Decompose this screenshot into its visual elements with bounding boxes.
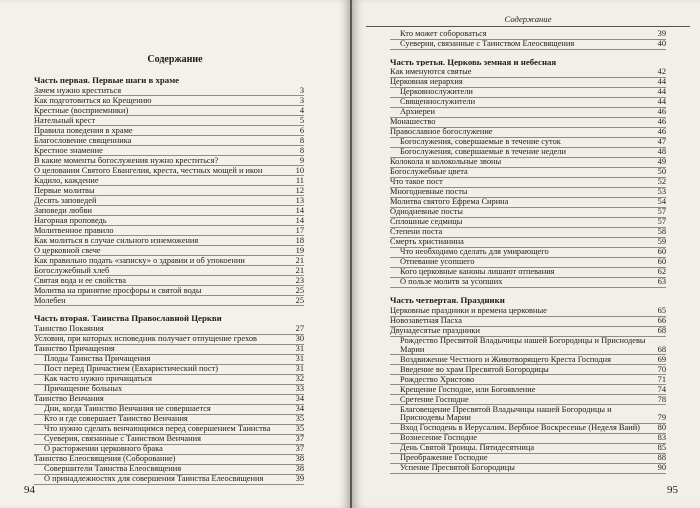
toc-entry-title: Колокола и колокольные звоны: [390, 158, 502, 167]
toc-entry-page: 12: [295, 185, 304, 195]
toc-entry-title: Молитва на принятие просфоры и святой воды: [34, 286, 202, 295]
toc-entry-page: 14: [295, 205, 304, 215]
toc-entry-title: О целовании Святого Евангелия, креста, честных мощей и икон: [34, 166, 263, 175]
toc-entry-page: 60: [657, 247, 666, 257]
toc-entry: [34, 435, 304, 445]
toc-entry-page: 4: [299, 105, 304, 115]
toc-entry-page: 50: [657, 167, 666, 177]
toc-entry: [390, 386, 666, 396]
toc-entry: [390, 238, 666, 248]
toc-entry-page: 31: [295, 354, 304, 364]
toc-entry-title: Богослужебный хлеб: [34, 266, 110, 275]
toc-entry-title: Многодневные посты: [390, 188, 468, 197]
toc-entry-page: 68: [657, 344, 666, 354]
toc-entry-title: Первые молитвы: [34, 186, 95, 195]
toc-entry: [390, 228, 666, 238]
toc-entry: [34, 257, 304, 267]
toc-entry: [34, 157, 304, 167]
toc-entry-page: 34: [295, 394, 304, 404]
toc-entry: [390, 268, 666, 278]
toc-entry-page: 31: [295, 344, 304, 354]
toc-entry: [34, 475, 304, 485]
toc-entry: [390, 454, 666, 464]
toc-entry: [390, 98, 666, 108]
toc-entry-page: 70: [657, 364, 666, 374]
toc-entry: [34, 297, 304, 307]
toc-entry: [34, 335, 304, 345]
toc-entry-title: Часть четвертая. Праздники: [390, 296, 505, 305]
toc-entry-page: 66: [657, 315, 666, 325]
toc-entry: [34, 345, 304, 355]
toc-entry-title: Как часто нужно причащаться: [44, 375, 153, 384]
toc-entry: [390, 78, 666, 88]
toc-entry-page: 21: [295, 255, 304, 265]
toc-entry: [390, 248, 666, 258]
toc-entry-page: 3: [299, 95, 304, 105]
toc-entry-page: 88: [657, 453, 666, 463]
toc-entry-title: Таинство Венчания: [34, 395, 104, 404]
toc-entry-page: 65: [657, 305, 666, 315]
toc-entry-title: Церковные праздники и времена церковные: [390, 306, 547, 315]
toc-entry-page: 54: [657, 197, 666, 207]
toc-entry: [34, 395, 304, 405]
toc-entry-page: 14: [295, 215, 304, 225]
toc-entry: [390, 208, 666, 218]
toc-entry: [390, 158, 666, 168]
toc-entry: [390, 128, 666, 138]
toc-entry: [34, 117, 304, 127]
toc-entry: [390, 188, 666, 198]
toc-entry-title: Таинство Покаяния: [34, 325, 104, 334]
page-number-right: 95: [667, 484, 678, 496]
toc-entry-page: 42: [657, 67, 666, 77]
toc-entry-title: Молебен: [34, 296, 66, 305]
toc-section-heading: [390, 296, 666, 305]
toc-entry-title: Сретение Господне: [400, 395, 469, 404]
toc-entry-page: 44: [657, 77, 666, 87]
toc-entry-title: Отпевание усопшего: [400, 258, 475, 267]
toc-entry: [390, 138, 666, 148]
toc-entry-title: Часть первая. Первые шаги в храме: [34, 76, 180, 85]
toc-entry-title: Введение во храм Пресвятой Богородицы: [400, 365, 549, 374]
toc-entry-page: 58: [657, 227, 666, 237]
toc-entry-title: Успение Пресвятой Богородицы: [400, 464, 515, 473]
toc-entry: [34, 365, 304, 375]
toc-entry-title: Пост перед Причастием (Евхаристический пост): [44, 365, 219, 374]
toc-entry-page: 11: [295, 175, 304, 185]
toc-entry: [34, 207, 304, 217]
toc-section-heading: [34, 76, 304, 85]
toc-entry-page: 74: [657, 384, 666, 394]
toc-entry-page: 23: [295, 275, 304, 285]
toc-entry-title: О принадлежностях для совершения Таинства Елеосвящения: [44, 475, 264, 484]
toc-entry-page: 44: [657, 87, 666, 97]
toc-entry: [390, 327, 666, 337]
toc-entry-title: Часть третья. Церковь земная и небесная: [390, 57, 557, 67]
toc-entry-title: Кто и где совершает Таинство Венчания: [44, 415, 188, 424]
toc-entry-title: Богослужения, совершаемые в течение суток: [400, 138, 561, 147]
toc-entry-title: Новозаветная Пасха: [390, 316, 462, 325]
toc-entry-title: Рождество Христово: [400, 375, 475, 384]
toc-entry-page: 53: [657, 187, 666, 197]
toc-entry-title: Церковнослужители: [400, 88, 473, 97]
toc-entry: [34, 385, 304, 395]
toc-entry: [34, 227, 304, 237]
toc-entry: [390, 406, 666, 424]
toc-entry-title: Молитвенное правило: [34, 226, 114, 235]
toc-entry-title: Таинство Елеосвящения (Соборование): [34, 455, 176, 464]
toc-entry: [390, 178, 666, 188]
toc-entry-page: 79: [657, 413, 666, 423]
toc-entry-title: Смерть христианина: [390, 238, 464, 247]
toc-entry: [390, 424, 666, 434]
toc-entry-title: Рождество Пресвятой Владычицы нашей Богородицы и Приснодевы Марии: [400, 336, 646, 354]
toc-entry-title: Как подготовиться ко Крещению: [34, 96, 152, 105]
toc-entry-title: Двунадесятые праздники: [390, 326, 480, 335]
toc-entry-page: 83: [657, 433, 666, 443]
toc-entry: [390, 88, 666, 98]
toc-entry-page: 71: [657, 374, 666, 384]
toc-entry-page: 25: [295, 295, 304, 305]
toc-entry-page: 48: [657, 147, 666, 157]
toc-entry-page: 34: [295, 404, 304, 414]
toc-entry-title: Кадило, каждение: [34, 176, 99, 185]
toc-entry-page: 40: [657, 39, 666, 48]
toc-entry-title: Заповеди любви: [34, 206, 92, 215]
toc-entry-page: 62: [657, 267, 666, 277]
toc-entry-page: 30: [295, 334, 304, 344]
toc-entry-title: Кого церковные каноны лишают отпевания: [400, 268, 555, 277]
toc-entry-page: 38: [295, 464, 304, 474]
toc-entry: [34, 375, 304, 385]
toc-entry-page: 6: [299, 125, 304, 135]
toc-entry: [34, 445, 304, 455]
toc-entry-title: Причащение больных: [44, 385, 123, 394]
toc-entry: [390, 376, 666, 386]
toc-entry-title: Нательный крест: [34, 116, 96, 125]
toc-entry: [390, 366, 666, 376]
right-page: [352, 0, 700, 508]
toc-entry: [34, 455, 304, 465]
toc-entry-page: 35: [295, 424, 304, 434]
toc-entry-page: 5: [299, 115, 304, 125]
toc-entry-page: 46: [657, 117, 666, 127]
toc-entry: [34, 127, 304, 137]
toc-entry: [34, 87, 304, 97]
toc-entry-page: 52: [657, 177, 666, 187]
toc-entry: [390, 148, 666, 158]
toc-entry-page: 38: [295, 454, 304, 464]
toc-entry-title: День Святой Троицы. Пятидесятница: [400, 444, 535, 453]
toc-entry-page: 69: [657, 354, 666, 364]
toc-entry-title: Нагорная проповедь: [34, 216, 107, 225]
toc-entry: [34, 167, 304, 177]
toc-entry: [390, 40, 666, 50]
toc-entry-page: 60: [657, 257, 666, 267]
toc-entry-page: 78: [657, 394, 666, 404]
running-header: Содержание: [366, 14, 690, 27]
toc-entry-title: Дни, когда Таинство Венчания не совершается: [44, 405, 211, 414]
toc-entry: [34, 325, 304, 335]
toc-entry-page: 13: [295, 195, 304, 205]
toc-entry-page: 46: [657, 107, 666, 117]
toc-entry-title: Что необходимо сделать для умирающего: [400, 248, 549, 257]
toc-entry-title: Кто может собороваться: [400, 30, 487, 38]
toc-entry-title: О церковной свече: [34, 246, 101, 255]
toc-entry-page: 17: [295, 225, 304, 235]
toc-entry-page: 33: [295, 384, 304, 394]
toc-right: [390, 30, 666, 474]
toc-entry-title: Благословение священника: [34, 136, 132, 145]
toc-entry: [34, 237, 304, 247]
toc-entry-title: Богослужебные цвета: [390, 168, 468, 177]
toc-entry-title: В какие моменты богослужения нужно креститься?: [34, 156, 219, 165]
toc-entry-title: Церковная иерархия: [390, 78, 463, 87]
page-number-left: 94: [24, 484, 35, 496]
toc-entry: [34, 107, 304, 117]
toc-entry-title: Преображение Господне: [400, 454, 488, 463]
toc-entry: [390, 396, 666, 406]
toc-entry-page: 32: [295, 374, 304, 384]
toc-entry-page: 19: [295, 245, 304, 255]
toc-entry-page: 9: [299, 155, 304, 165]
toc-entry: [34, 247, 304, 257]
toc-entry-title: Монашество: [390, 118, 436, 127]
toc-entry: [390, 30, 666, 40]
toc-entry-title: Таинство Причащения: [34, 345, 115, 354]
toc-entry: [390, 118, 666, 128]
toc-entry: [390, 68, 666, 78]
toc-entry-page: 35: [295, 414, 304, 424]
toc-entry-title: Богослужения, совершаемые в течение недели: [400, 148, 566, 157]
toc-entry-title: Плоды Таинства Причащения: [44, 355, 151, 364]
toc-entry-title: Крестное знамение: [34, 146, 103, 155]
toc-entry-title: Однодневные посты: [390, 208, 463, 217]
toc-entry-page: 8: [299, 145, 304, 155]
toc-entry-title: Как правильно подать «записку» о здравии и об упокоении: [34, 256, 245, 265]
toc-entry-page: 39: [295, 474, 304, 484]
toc-entry: [390, 307, 666, 317]
toc-entry: [34, 465, 304, 475]
toc-entry-page: 49: [657, 157, 666, 167]
toc-entry-page: 37: [295, 434, 304, 444]
toc-entry-title: Условия, при которых исповедник получает отпущение грехов: [34, 335, 257, 344]
toc-entry-title: Суеверия, связанные с Таинством Елеосвящения: [400, 40, 575, 48]
toc-entry: [390, 444, 666, 454]
toc-entry-page: 10: [295, 165, 304, 175]
toc-entry-title: Часть вторая. Таинства Православной Церкви: [34, 314, 222, 324]
toc-left: [34, 76, 304, 485]
toc-entry: [34, 187, 304, 197]
toc-entry-title: Вход Господень в Иерусалим. Вербное Воскресенье (Неделя Ваий): [400, 424, 640, 433]
toc-entry-title: О пользе молитв за усопших: [400, 278, 503, 287]
toc-entry: [34, 355, 304, 365]
toc-entry: [34, 415, 304, 425]
toc-entry-page: 31: [295, 364, 304, 374]
toc-entry-page: 47: [657, 137, 666, 147]
toc-entry-title: Что такое пост: [390, 178, 443, 187]
toc-entry: [34, 405, 304, 415]
toc-entry: [390, 464, 666, 474]
toc-entry: [34, 217, 304, 227]
toc-entry-title: Крещение Господне, или Богоявление: [400, 385, 536, 394]
toc-entry-title: Православное богослужение: [390, 128, 493, 137]
toc-entry-page: 57: [657, 217, 666, 227]
toc-entry-page: 3: [299, 85, 304, 95]
toc-entry: [390, 317, 666, 327]
toc-entry-page: 27: [295, 324, 304, 334]
toc-entry: [390, 434, 666, 444]
toc-entry-title: Воздвижение Честного и Животворящего Креста Господня: [400, 355, 611, 364]
toc-entry-page: 85: [657, 443, 666, 453]
toc-entry-page: 90: [657, 463, 666, 473]
toc-entry: [34, 197, 304, 207]
toc-entry-title: Сплошные седмицы: [390, 218, 463, 227]
toc-entry: [34, 177, 304, 187]
toc-entry-title: Десять заповедей: [34, 196, 97, 205]
toc-entry-title: Совершители Таинства Елеосвящения: [44, 465, 182, 474]
toc-entry-title: Как именуются святые: [390, 68, 472, 77]
toc-entry-title: Суеверия, связанные с Таинством Венчания: [44, 435, 201, 444]
toc-entry-title: Крестные (восприемники): [34, 106, 129, 115]
toc-entry: [390, 278, 666, 288]
toc-entry-title: Благовещение Пресвятой Владычицы нашей Богородицы и Приснодевы Марии: [400, 405, 612, 423]
toc-entry: [390, 168, 666, 178]
toc-entry-page: 21: [295, 265, 304, 275]
toc-entry-title: Вознесение Господне: [400, 434, 477, 443]
toc-entry: [390, 337, 666, 355]
toc-entry-page: 63: [657, 277, 666, 287]
toc-entry-title: Молитва святого Ефрема Сирина: [390, 198, 509, 207]
toc-entry-page: 39: [657, 29, 666, 38]
toc-entry-title: Степени поста: [390, 228, 443, 237]
toc-entry-title: Святая вода и ее свойства: [34, 276, 126, 285]
toc-entry-page: 57: [657, 207, 666, 217]
toc-section-heading: [390, 58, 666, 67]
toc-entry-page: 25: [295, 285, 304, 295]
toc-entry: [390, 356, 666, 366]
toc-entry-title: Священнослужители: [400, 98, 476, 107]
toc-entry: [34, 287, 304, 297]
toc-entry-title: Зачем нужно креститься: [34, 86, 122, 95]
toc-entry-page: 18: [295, 235, 304, 245]
toc-entry: [34, 267, 304, 277]
toc-entry: [34, 425, 304, 435]
toc-entry-page: 8: [299, 135, 304, 145]
toc-entry: [34, 277, 304, 287]
toc-entry-title: Архиереи: [400, 108, 436, 117]
toc-entry-page: 44: [657, 97, 666, 107]
toc-entry: [390, 108, 666, 118]
toc-entry-page: 80: [657, 423, 666, 433]
toc-entry: [34, 147, 304, 157]
toc-entry-page: 68: [657, 325, 666, 335]
toc-section-heading: [34, 314, 304, 323]
toc-entry: [390, 258, 666, 268]
toc-entry-title: Как молиться в случае сильного изнеможения: [34, 236, 199, 245]
toc-entry: [34, 97, 304, 107]
toc-entry-title: О расторжении церковного брака: [44, 445, 163, 454]
page-title: Содержание: [147, 54, 203, 65]
toc-entry-title: Правила поведения в храме: [34, 126, 133, 135]
toc-entry-title: Что нужно сделать венчающимся перед совершением Таинства: [44, 425, 271, 434]
toc-entry-page: 37: [295, 444, 304, 454]
toc-entry: [390, 198, 666, 208]
toc-entry: [34, 137, 304, 147]
toc-entry-page: 59: [657, 237, 666, 247]
toc-entry-page: 46: [657, 127, 666, 137]
toc-entry: [390, 218, 666, 228]
